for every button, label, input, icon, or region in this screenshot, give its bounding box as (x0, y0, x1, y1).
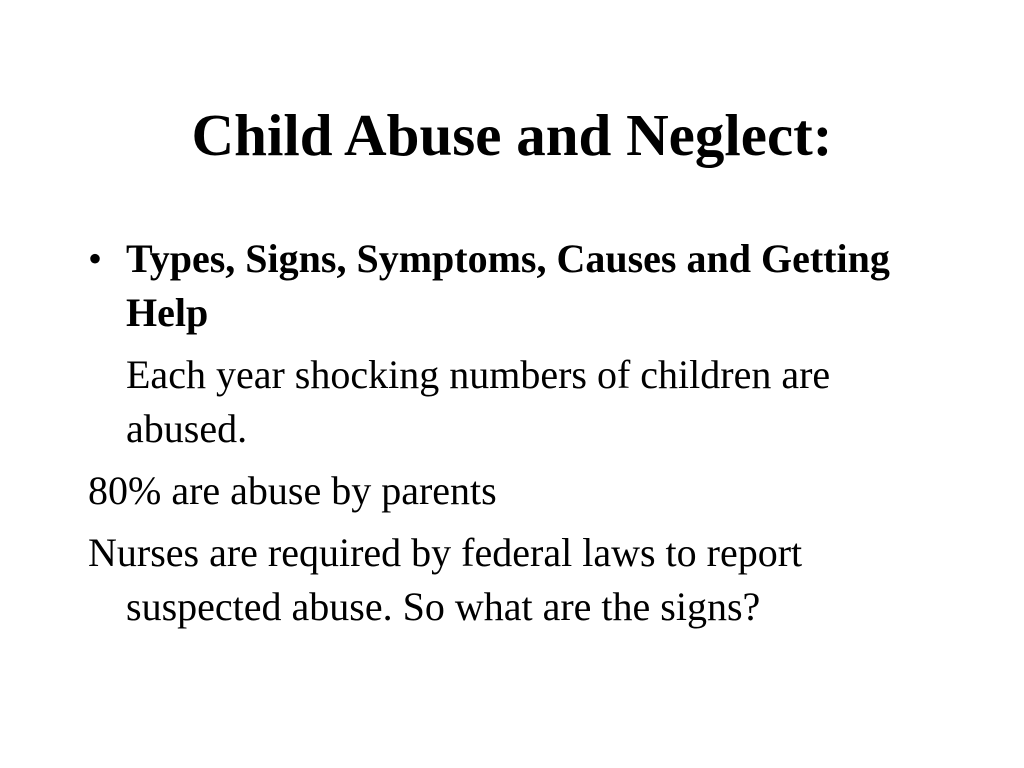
slide-title: Child Abuse and Neglect: (191, 102, 833, 168)
bullet-heading: Types, Signs, Symptoms, Causes and Getting Help (126, 236, 890, 335)
bullet-item (88, 232, 948, 340)
bullet-icon: • (88, 236, 103, 281)
paragraph-nurses: Nurses are required by federal laws to report suspected abuse. So what are the signs? (88, 530, 803, 629)
sub-paragraph: Each year shocking numbers of children are abused. (126, 352, 831, 451)
slide-body (88, 232, 948, 634)
paragraph-statistic: 80% are abuse by parents (88, 468, 497, 513)
